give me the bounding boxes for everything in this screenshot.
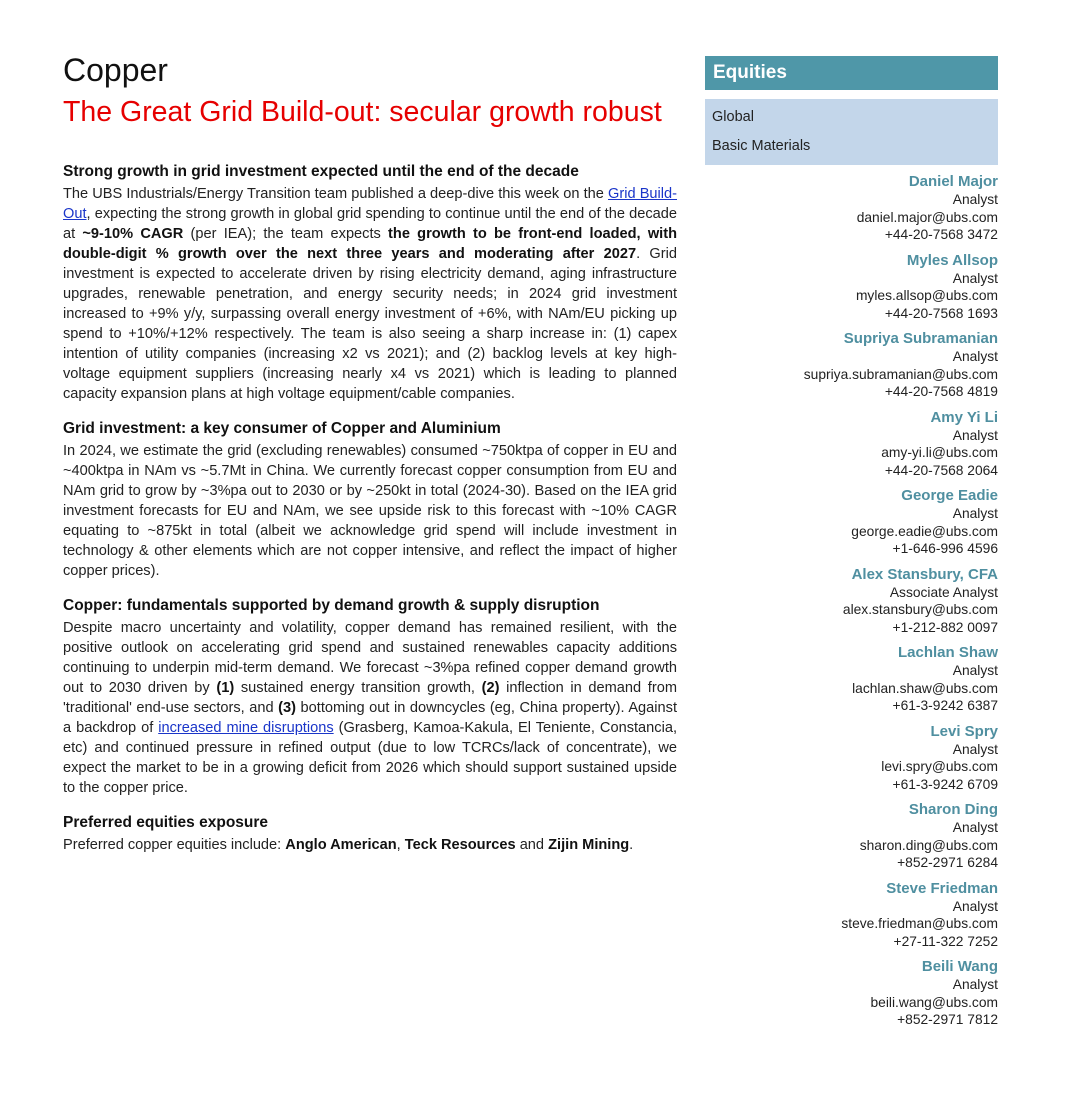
analyst-name: Amy Yi Li: [930, 408, 998, 426]
section-paragraph: Despite macro uncertainty and volatility, copper demand has remained resilient, with the positive outlook on accelerating grid spend and sustained renewables capacity additions continuing to underpin mid-term demand. We forecast ~3%pa refined copper demand growth out to 2030 driven by (1) sustained energy transition growth, (2) inflection in demand from 'traditional' end-use sectors, and (3) bottoming out in downcycles (eg, China property). Against a backdrop of increased mine disruptions (Grasberg, Kamoa-Kakula, El Teniente, Constancia, etc) and continued pressure in refined output (due to low TCRCs/lack of concentrate), we expect the market to be in a growing deficit from 2026 which should support sustained upside to the copper price.: [63, 620, 677, 796]
section-heading: Strong growth in grid investment expected until the end of the decade: [63, 163, 579, 180]
analyst-role: Analyst: [952, 741, 998, 757]
analyst-entry: [705, 409, 998, 480]
analyst-phone: +852-2971 7812: [897, 1012, 998, 1027]
section-copper-fundamentals: [63, 596, 677, 798]
analyst-email[interactable]: george.eadie@ubs.com: [851, 523, 998, 539]
analyst-phone: +44-20-7568 3472: [884, 227, 998, 242]
section-paragraph: The UBS Industrials/Energy Transition team published a deep-dive this week on the Grid Build-Out, expecting the strong growth in global grid spending to continue until the end of the decade at ~9-10% CAGR (per IEA); the team expects the growth to be front-end loaded, with double-digit % growth over the next three years and moderating after 2027. Grid investment is expected to accelerate driven by rising electricity demand, aging infrastructure upgrades, renewable penetration, and energy security needs; in 2024 grid investment increased to +9% y/y, surpassing overall energy investment of +6%, with NAm/EU picking up spend to +10%/+12% respectively. The team is also seeing a sharp increase in: (1) capex intention of utility companies (increasing x2 vs 2021); and (2) backlog levels at key high-voltage equipment suppliers (increasing nearly x4 vs 2021) which is leading to planned capacity expansion plans at high voltage equipment/cable companies.: [63, 186, 678, 402]
analyst-role: Analyst: [952, 349, 998, 364]
analyst-role: Analyst: [952, 270, 998, 286]
analyst-entry: [705, 330, 998, 401]
analyst-email[interactable]: levi.spry@ubs.com: [881, 759, 998, 774]
section-preferred-equities: [63, 813, 677, 855]
section-heading: Grid investment: a key consumer of Copper and Aluminium: [63, 420, 501, 437]
analyst-email[interactable]: sharon.ding@ubs.com: [859, 837, 998, 853]
report-body: [63, 162, 677, 855]
analyst-email[interactable]: amy-yi.li@ubs.com: [881, 445, 998, 460]
analyst-role: Analyst: [952, 192, 998, 207]
section-grid-investment-growth: [63, 162, 677, 404]
main-column: [63, 50, 677, 870]
analyst-email[interactable]: alex.stansbury@ubs.com: [842, 602, 998, 617]
analyst-role: Analyst: [952, 506, 998, 521]
analyst-name: Steve Friedman: [886, 879, 998, 897]
analyst-entry: [705, 487, 998, 558]
analyst-phone: +852-2971 6284: [897, 855, 998, 870]
analyst-role: Associate Analyst: [889, 584, 998, 600]
analyst-role: Analyst: [952, 663, 998, 678]
analyst-phone: +44-20-7568 2064: [884, 462, 998, 478]
analyst-email[interactable]: steve.friedman@ubs.com: [841, 916, 998, 931]
analyst-entry: [705, 252, 998, 323]
analyst-phone: +27-11-322 7252: [893, 933, 998, 949]
analyst-name: Supriya Subramanian: [843, 330, 998, 347]
mine-disruptions-link[interactable]: increased mine disruptions: [158, 720, 334, 736]
analyst-name: Sharon Ding: [908, 801, 998, 818]
analyst-entry: [705, 723, 998, 794]
analyst-role: Analyst: [952, 820, 998, 835]
analyst-list: [705, 173, 998, 1029]
category-region: Global: [712, 109, 754, 125]
analyst-email[interactable]: daniel.major@ubs.com: [856, 209, 998, 225]
analyst-name: George Eadie: [901, 487, 998, 504]
analyst-name: Daniel Major: [908, 173, 998, 190]
analyst-phone: +44-20-7568 4819: [884, 384, 998, 399]
analyst-email[interactable]: lachlan.shaw@ubs.com: [852, 680, 998, 696]
grid-build-out-link[interactable]: Grid Build-Out: [63, 186, 678, 222]
analyst-role: Analyst: [952, 977, 998, 992]
section-grid-copper-consumer: [63, 419, 677, 581]
report-subtitle: The Great Grid Build-out: secular growth robust: [63, 96, 662, 128]
section-heading: Copper: fundamentals supported by demand growth & supply disruption: [63, 597, 600, 614]
category-sector: Basic Materials: [712, 138, 811, 154]
analyst-entry: [705, 566, 998, 637]
section-paragraph: In 2024, we estimate the grid (excluding renewables) consumed ~750ktpa of copper in EU and ~400ktpa in NAm vs ~5.7Mt in China. We currently forecast copper consumption from EU and NAm grid to grow by ~3%pa out to 2030 or by ~250kt in total (2024-30). Based on the IEA grid investment forecasts for EU and NAm, we see upside risk to this forecast with ~10% CAGR equating to ~875kt in total (albeit we acknowledge grid spend will include investment in technology & other elements which are not copper intensive, and reflect the impact of higher copper prices).: [63, 443, 677, 579]
analyst-phone: +61-3-9242 6387: [892, 698, 998, 713]
analyst-role: Analyst: [952, 427, 998, 443]
analyst-entry: [705, 173, 998, 244]
analyst-name: Myles Allsop: [906, 251, 998, 269]
analyst-entry: [705, 801, 998, 872]
report-title: Copper: [63, 52, 168, 88]
analyst-entry: [705, 958, 998, 1029]
category-box: [705, 99, 998, 165]
section-heading: Preferred equities exposure: [63, 814, 269, 831]
analyst-entry: [705, 880, 998, 951]
analyst-role: Analyst: [952, 898, 998, 914]
analyst-phone: +1-212-882 0097: [892, 619, 998, 635]
analyst-name: Beili Wang: [921, 958, 998, 975]
analyst-phone: +61-3-9242 6709: [892, 776, 998, 792]
analyst-email[interactable]: supriya.subramanian@ubs.com: [803, 366, 998, 382]
analyst-name: Alex Stansbury, CFA: [851, 565, 998, 583]
sidebar: [705, 56, 998, 1037]
analyst-name: Levi Spry: [930, 722, 998, 740]
analyst-phone: +1-646-996 4596: [892, 541, 998, 556]
analyst-entry: [705, 644, 998, 715]
analyst-name: Lachlan Shaw: [897, 644, 998, 661]
analyst-email[interactable]: myles.allsop@ubs.com: [855, 288, 998, 303]
analyst-email[interactable]: beili.wang@ubs.com: [870, 994, 998, 1010]
analyst-phone: +44-20-7568 1693: [884, 305, 998, 321]
equities-banner: Equities: [705, 56, 998, 90]
section-paragraph: Preferred copper equities include: Anglo American, Teck Resources and Zijin Mining.: [63, 837, 634, 853]
